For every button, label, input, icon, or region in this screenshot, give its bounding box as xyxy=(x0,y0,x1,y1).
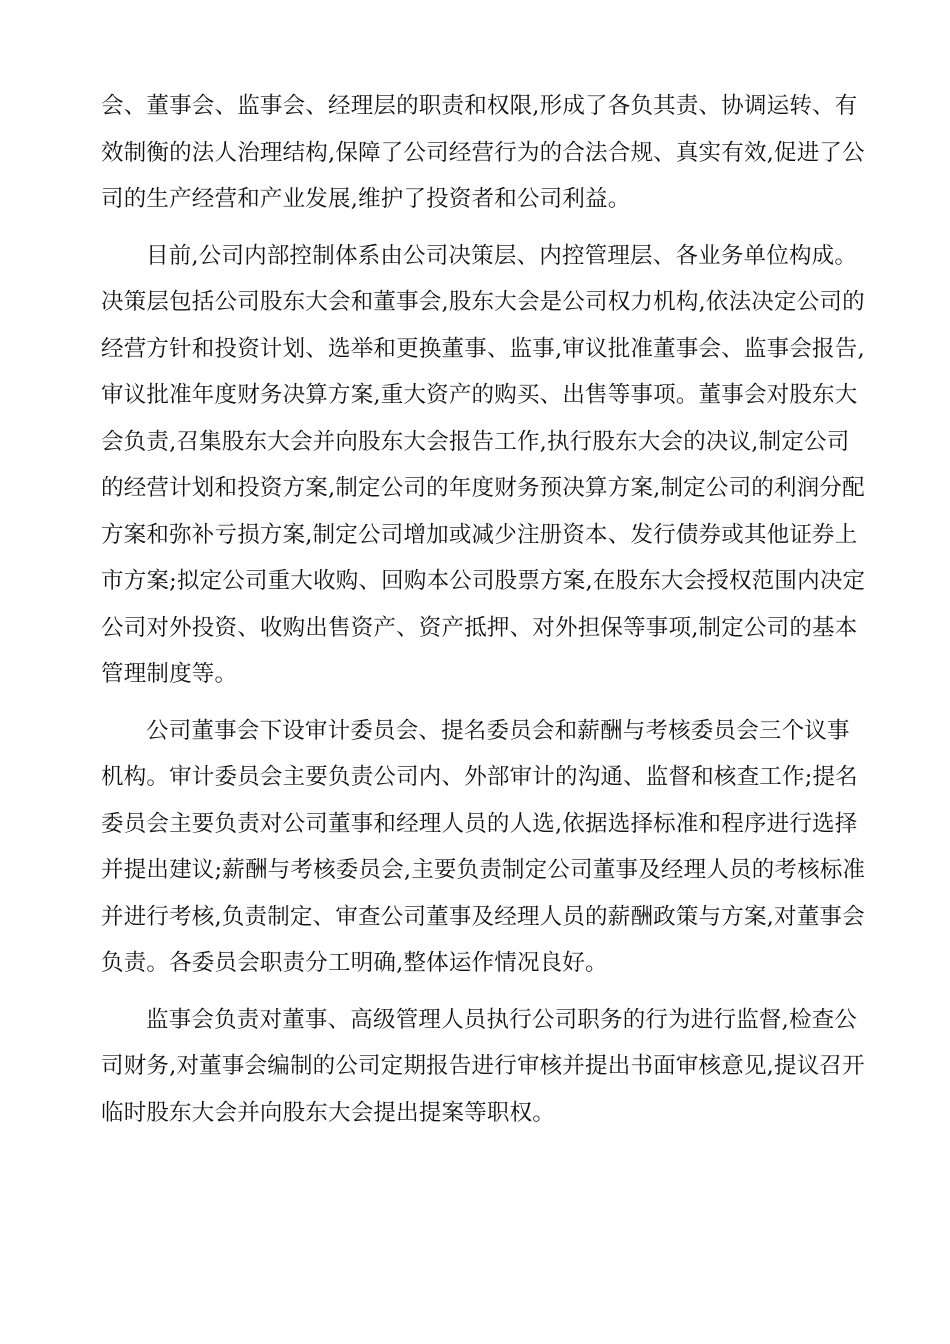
text-line: 经营方针和投资计划、选举和更换董事、监事,审议批准董事会、监事会报告, xyxy=(101,335,865,362)
text-line: 方案和弥补亏损方案,制定公司增加或减少注册资本、发行债券或其他证券上 xyxy=(101,521,858,548)
text-line: 负责。各委员会职责分工明确,整体运作情况良好。 xyxy=(101,950,608,976)
paragraph-internal-control-system xyxy=(101,233,866,698)
text-line: 委员会主要负责对公司董事和经理人员的人选,依据选择标准和程序进行选择 xyxy=(101,810,858,837)
paragraph-supervisory-board xyxy=(101,997,865,1137)
text-line: 公司对外投资、收购出售资产、资产抵押、对外担保等事项,制定公司的基本 xyxy=(101,614,858,641)
text-line: 管理制度等。 xyxy=(101,661,238,687)
text-line: 市方案;拟定公司重大收购、回购本公司股票方案,在股东大会授权范围内决定 xyxy=(101,568,866,594)
text-line: 并进行考核,负责制定、审查公司董事及经理人员的薪酬政策与方案,对董事会 xyxy=(101,903,865,930)
text-line: 司财务,对董事会编制的公司定期报告进行审核并提出书面审核意见,提议召开 xyxy=(101,1053,865,1079)
text-line: 目前,公司内部控制体系由公司决策层、内控管理层、各业务单位构成。 xyxy=(146,242,858,269)
text-line: 机构。审计委员会主要负责公司内、外部审计的沟通、监督和核查工作;提名 xyxy=(101,764,858,790)
text-line: 并提出建议;薪酬与考核委员会,主要负责制定公司董事及经理人员的考核标准 xyxy=(101,857,866,883)
text-line: 效制衡的法人治理结构,保障了公司经营行为的合法合规、真实有效,促进了公 xyxy=(101,139,865,166)
text-line: 审议批准年度财务决算方案,重大资产的购买、出售等事项。董事会对股东大 xyxy=(101,382,858,408)
paragraph-governance-structure xyxy=(101,83,865,223)
text-line: 的经营计划和投资方案,制定公司的年度财务预决算方案,制定公司的利润分配 xyxy=(101,475,865,501)
document-body xyxy=(101,83,866,1146)
text-line: 监事会负责对董事、高级管理人员执行公司职务的行为进行监督,检查公 xyxy=(146,1006,858,1033)
paragraph-board-committees xyxy=(101,708,866,987)
text-line: 临时股东大会并向股东大会提出提案等职权。 xyxy=(101,1099,556,1126)
text-line: 决策层包括公司股东大会和董事会,股东大会是公司权力机构,依法决定公司的 xyxy=(101,289,865,315)
text-line: 公司董事会下设审计委员会、提名委员会和薪酬与考核委员会三个议事 xyxy=(146,717,850,744)
text-line: 会、董事会、监事会、经理层的职责和权限,形成了各负其责、协调运转、有 xyxy=(101,93,858,119)
text-line: 会负责,召集股东大会并向股东大会报告工作,执行股东大会的决议,制定公司 xyxy=(101,428,850,455)
text-line: 司的生产经营和产业发展,维护了投资者和公司利益。 xyxy=(101,186,631,212)
